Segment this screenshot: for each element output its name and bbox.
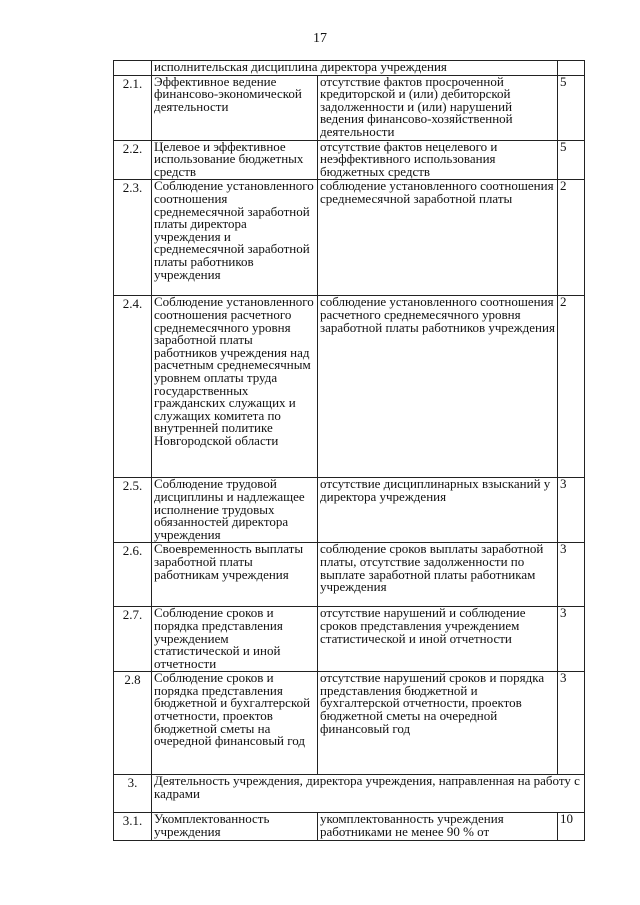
condition-cell: соблюдение сроков выплаты заработной платы, отсутствие задолженности по выплате заработной платы работникам учреждения	[318, 543, 558, 607]
points-cell: 3	[558, 607, 585, 672]
criterion-cell: Своевременность выплаты заработной платы работникам учреждения	[152, 543, 318, 607]
criteria-table	[113, 60, 585, 841]
row-number: 3.1.	[114, 813, 152, 841]
section-title: Деятельность учреждения, директора учреждения, направленная на работу с кадрами	[152, 775, 585, 813]
page-number: 17	[313, 31, 327, 46]
points-cell: 3	[558, 672, 585, 775]
points-cell: 3	[558, 478, 585, 543]
condition-cell: отсутствие нарушений и соблюдение сроков представления учреждением статистической и иной отчетности	[318, 607, 558, 672]
row-number: 2.3.	[114, 180, 152, 296]
row-number: 2.2.	[114, 140, 152, 180]
points-cell: 2	[558, 296, 585, 478]
table-row	[114, 607, 585, 672]
row-number: 2.6.	[114, 543, 152, 607]
points-cell: 2	[558, 180, 585, 296]
criterion-cell: Соблюдение трудовой дисциплины и надлежащее исполнение трудовых обязанностей директора учреждения	[152, 478, 318, 543]
criterion-cell: Укомплектованность учреждения	[152, 813, 318, 841]
condition-cell: отсутствие фактов просроченной кредиторской и (или) дебиторской задолженности и (или) нарушений ведения финансово-хозяйственной деятельности	[318, 75, 558, 140]
table-row	[114, 543, 585, 607]
table-row	[114, 140, 585, 180]
row-points	[558, 61, 585, 76]
condition-cell: отсутствие фактов нецелевого и неэффективного использования бюджетных средств	[318, 140, 558, 180]
points-cell: 3	[558, 543, 585, 607]
row-number: 2.5.	[114, 478, 152, 543]
points-cell: 5	[558, 140, 585, 180]
condition-cell: соблюдение установленного соотношения среднемесячной заработной платы	[318, 180, 558, 296]
row-number	[114, 61, 152, 76]
condition-cell: отсутствие дисциплинарных взысканий у директора учреждения	[318, 478, 558, 543]
criterion-cell: Соблюдение сроков и порядка представления бюджетной и бухгалтерской отчетности, проектов бюджетной сметы на очередной финансовый год	[152, 672, 318, 775]
condition-cell: укомплектованность учреждения работниками не менее 90 % от	[318, 813, 558, 841]
criterion-cell: Соблюдение установленного соотношения среднемесячной заработной платы директора учреждения и среднемесячной заработной платы работников учреждения	[152, 180, 318, 296]
table-row	[114, 296, 585, 478]
points-cell: 5	[558, 75, 585, 140]
intro-text: исполнительская дисциплина директора учреждения	[152, 61, 558, 76]
criterion-cell: Эффективное ведение финансово-экономической деятельности	[152, 75, 318, 140]
condition-cell: соблюдение установленного соотношения расчетного среднемесячного уровня заработной платы работников учреждения	[318, 296, 558, 478]
section-number: 3.	[114, 775, 152, 813]
criterion-cell: Соблюдение сроков и порядка представления учреждением статистической и иной отчетности	[152, 607, 318, 672]
table-row	[114, 75, 585, 140]
row-number: 2.1.	[114, 75, 152, 140]
row-number: 2.8	[114, 672, 152, 775]
table-row-section	[114, 775, 585, 813]
row-number: 2.7.	[114, 607, 152, 672]
table-row-intro	[114, 61, 585, 76]
table-row	[114, 180, 585, 296]
criterion-cell: Соблюдение установленного соотношения расчетного среднемесячного уровня заработной платы работников учреждения над расчетным среднемесячным уровнем оплаты труда государственных гражданских служащих и служащих комитета по внутренней политике Новгородской области	[152, 296, 318, 478]
row-number: 2.4.	[114, 296, 152, 478]
points-cell: 10	[558, 813, 585, 841]
condition-cell: отсутствие нарушений сроков и порядка представления бюджетной и бухгалтерской отчетности, проектов бюджетной сметы на очередной финансовый год	[318, 672, 558, 775]
criterion-cell: Целевое и эффективное использование бюджетных средств	[152, 140, 318, 180]
table-row	[114, 672, 585, 775]
table-row	[114, 813, 585, 841]
table-row	[114, 478, 585, 543]
